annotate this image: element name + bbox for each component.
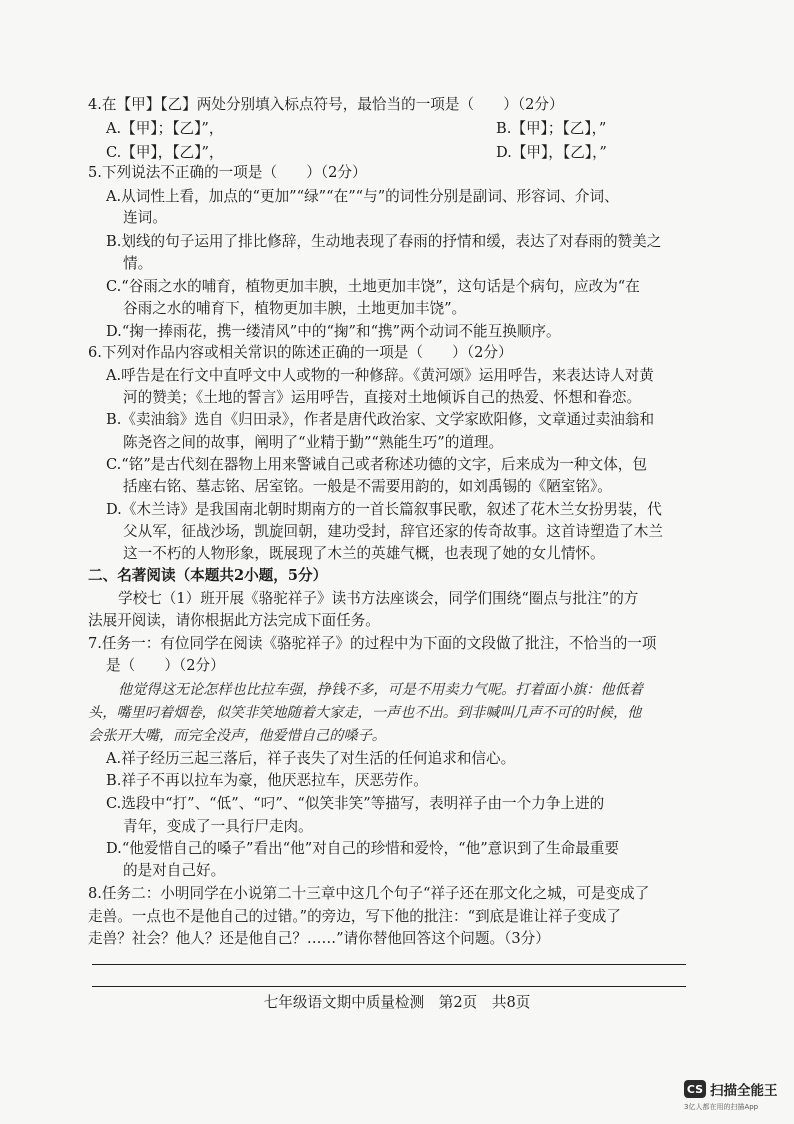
section-intro: 学校七（1）班开展《骆驼祥子》读书方法座谈会，同学们围绕“圈点与批注”的方 [118,590,639,607]
q6-option-c: C.“铭”是古代刻在器物上用来警诫自己或者称述功德的文字，后来成为一种文体，包 [106,456,647,473]
scanner-watermark [684,1079,778,1112]
q7-option-a: A.祥子经历三起三落后，祥子丧失了对生活的任何追求和信心。 [106,750,516,767]
q4-options-row-2 [106,143,607,163]
q7-option-c-cont: 青年，变成了一具行尸走肉。 [123,818,313,835]
section-intro-cont: 法展开阅读，请你根据此方法完成下面任务。 [88,612,380,629]
scanner-tagline: 3亿人都在用的扫描App [684,1103,759,1111]
q7-option-c: C.选段中“打”、“低”、“叼”、“似笑非笑”等描写，表明祥子由一个力争上进的 [106,795,605,812]
q4-option-a: A.【甲】；【乙】”， [106,120,224,137]
q4-option-c: C.【甲】，【乙】”， [106,144,224,161]
q4-option-b: B.【甲】；【乙】，” [496,120,607,137]
q6-option-c-cont: 括座右铭、墓志铭、居室铭。一般是不需要用韵的，如刘禹锡的《陋室铭》。 [123,478,612,495]
q7-option-d: D.“他爱惜自己的嗓子”看出“他”对自己的珍惜和爱怜，“他”意识到了生命最重要 [106,840,619,857]
page-footer: 七年级语文期中质量检测 第2页 共8页 [263,994,531,1011]
q7-passage-line-2: 头，嘴里叼着烟卷，似笑非笑地随着大家走，一声也不出。到非喊叫几声不可的时候，他 [88,705,642,721]
q7-option-b: B.祥子不再以拉车为豪，他厌恶拉车，厌恶劳作。 [106,772,428,789]
q6-option-d-cont-1: 父从军，征战沙场，凯旋回朝，建功受封，辞官还家的传奇故事。这首诗塑造了木兰 [123,523,663,540]
q6-option-d-cont-2: 这一不朽的人物形象，既展现了木兰的英雄气概，也表现了她的女儿情怀。 [123,545,605,562]
q6-option-b-cont: 陈尧咨之间的故事，阐明了“业精于勤”“熟能生巧”的道理。 [123,434,504,451]
section-heading: 二、名著阅读（本题共2小题，5分） [88,567,328,584]
q5-option-c: C.“谷雨之水的哺育，植物更加丰腴，土地更加丰饶”，这句话是个病句，应改为“在 [106,278,640,295]
q7-passage-line-3: 会张开大嘴，而完全没声，他爱惜自己的嗓子。 [88,728,386,744]
q5-option-d: D.“掬一捧雨花，携一缕清风”中的“掬”和“携”两个动词不能互换顺序。 [106,323,561,340]
q4-options-row-1 [106,119,607,139]
q5-option-a-cont: 连词。 [123,209,167,226]
q5-option-b: B.划线的句子运用了排比修辞，生动地表现了春雨的抒情和缓，表达了对春雨的赞美之 [106,233,662,250]
q4-stem: 4.在【甲】【乙】两处分别填入标点符号，最恰当的一项是（ ）（2分） [88,96,564,113]
q4-option-d: D.【甲】，【乙】，” [496,144,607,161]
q7-option-d-cont: 的是对自己好。 [123,862,226,879]
q5-option-b-cont: 情。 [123,255,153,272]
q7-passage-line-1: 他觉得这无论怎样也比拉车强，挣钱不多，可是不用卖力气呢。打着面小旗：他低着 [118,682,643,698]
q7-stem-cont: 是（ ）（2分） [106,657,225,674]
q8-stem-cont-1: 走兽。一点也不是他自己的过错。”的旁边，写下他的批注：“到底是谁让祥子变成了 [88,908,621,925]
q6-stem: 6.下列对作品内容或相关常识的陈述正确的一项是（ ）（2分） [88,344,513,361]
q6-option-a-cont: 河的赞美；《土地的誓言》运用呼告，直接对土地倾诉自己的热爱、怀想和眷恋。 [123,389,642,406]
q5-option-a: A.从词性上看，加点的“更加”“绿”“在”“与”的词性分别是副词、形容词、介词、 [106,188,619,205]
q8-stem: 8.任务二：小明同学在小说第二十三章中这几个句子“祥子还在那文化之城，可是变成了 [88,885,650,902]
q6-option-d: D.《木兰诗》是我国南北朝时期南方的一首长篇叙事民歌，叙述了花木兰女扮男装，代 [106,501,662,518]
camscanner-logo-icon: CS [684,1080,706,1098]
q5-option-c-cont: 谷雨之水的哺育下，植物更加丰腴，土地更加丰饶”。 [123,300,467,317]
q5-stem: 5.下列说法不正确的一项是（ ）（2分） [88,164,367,181]
answer-line [92,964,686,965]
scanner-app-name: 扫描全能王 [710,1083,778,1099]
answer-line [92,986,686,987]
q7-stem: 7.任务一：有位同学在阅读《骆驼祥子》的过程中为下面的文段做了批注，不恰当的一项 [88,635,657,652]
q6-option-b: B.《卖油翁》选自《归田录》，作者是唐代政治家、文学家欧阳修，文章通过卖油翁和 [106,411,655,428]
q8-stem-cont-2: 走兽？社会？他人？还是他自己？……”请你替他回答这个问题。（3分） [88,930,550,947]
q6-option-a: A.呼告是在行文中直呼文中人或物的一种修辞。《黄河颂》运用呼告，来表达诗人对黄 [106,367,654,384]
